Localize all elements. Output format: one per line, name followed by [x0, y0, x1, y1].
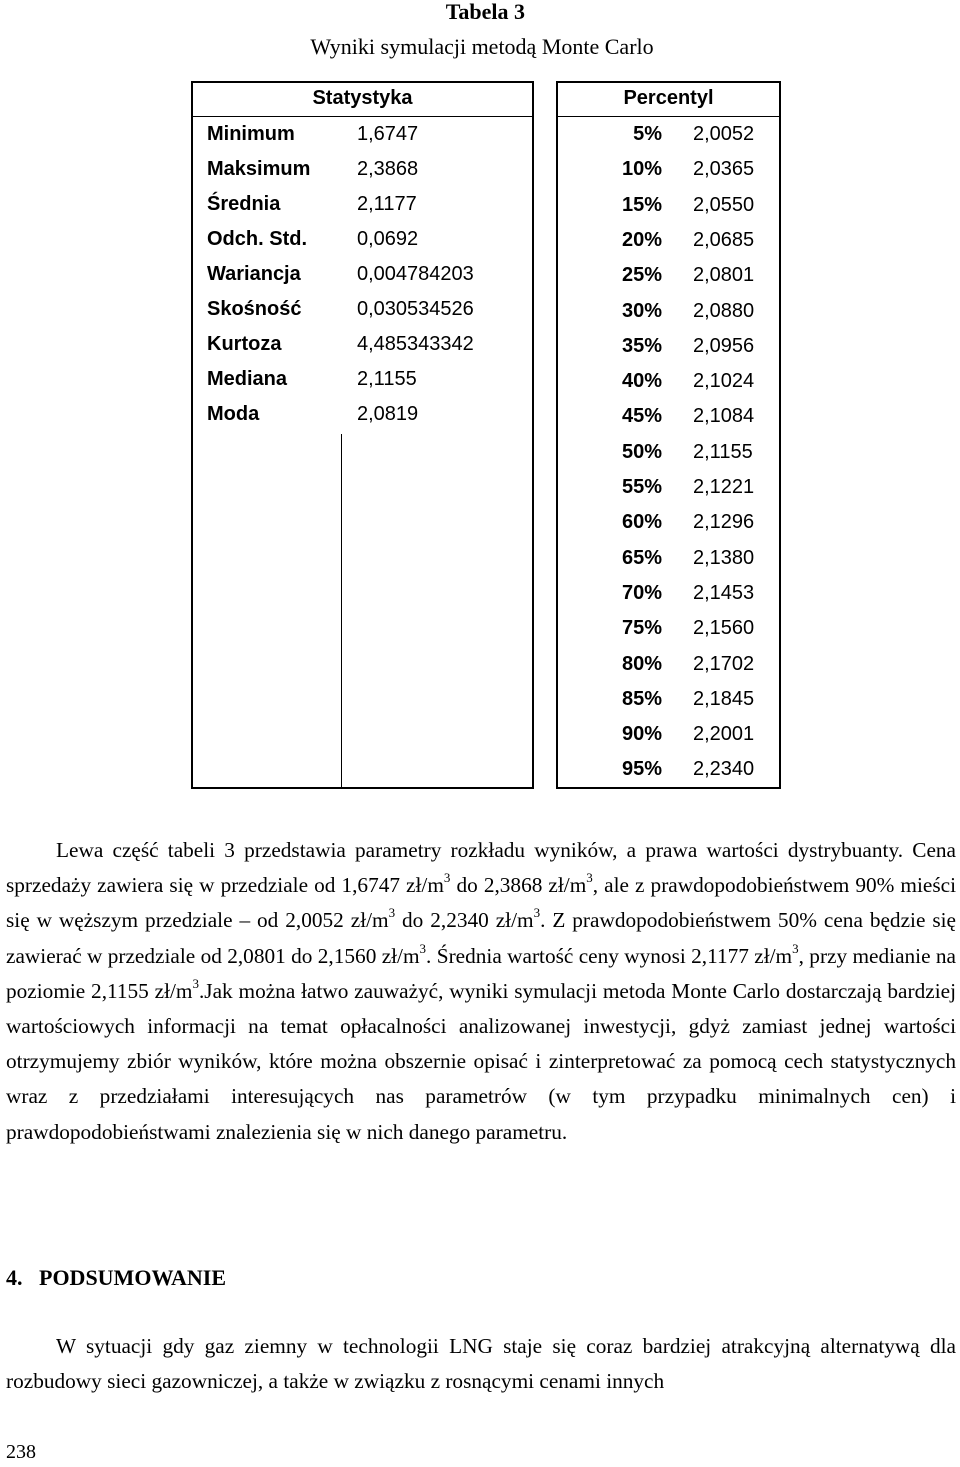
- statistics-header: Statystyka: [312, 87, 413, 109]
- stat-name: Kurtoza: [207, 333, 282, 355]
- percentile-label: 90%: [621, 723, 662, 746]
- stat-name: Moda: [207, 403, 260, 425]
- stat-value: 2,1177: [357, 193, 417, 215]
- stat-value: 0,0692: [357, 228, 419, 250]
- percentile-value: 2,1702: [693, 652, 755, 675]
- statistics-table: [191, 81, 534, 789]
- stat-value: 2,1155: [357, 368, 417, 390]
- percentile-value: 2,0956: [693, 334, 755, 357]
- percentile-value: 2,2340: [693, 758, 755, 781]
- percentile-value: 2,1221: [693, 476, 755, 498]
- percentile-value: 2,0365: [693, 158, 755, 181]
- percentile-value: 2,1380: [693, 546, 755, 569]
- percentile-value: 2,1296: [693, 511, 755, 534]
- stat-name: Odch. Std.: [207, 228, 307, 250]
- percentile-value: 2,0052: [693, 123, 755, 145]
- percentile-label: 15%: [621, 193, 662, 216]
- stat-value: 2,3868: [357, 158, 419, 180]
- table-title: Wyniki symulacji metodą Monte Carlo: [310, 34, 654, 59]
- percentile-label: 35%: [621, 334, 662, 357]
- stat-value: 0,004784203: [357, 263, 474, 285]
- percentile-value: 2,1084: [693, 405, 755, 428]
- percentile-value: 2,0880: [693, 299, 755, 322]
- percentile-label: 10%: [621, 158, 662, 181]
- percentile-label: 65%: [621, 546, 662, 569]
- stat-name: Mediana: [207, 368, 288, 390]
- percentile-label: 40%: [621, 370, 662, 393]
- stat-value: 1,6747: [357, 123, 419, 145]
- stat-name: Minimum: [207, 123, 295, 145]
- percentile-value: 2,1560: [693, 617, 755, 640]
- percentile-label: 5%: [633, 123, 662, 145]
- percentile-value: 2,0801: [693, 264, 755, 287]
- percentile-value: 2,1845: [693, 687, 755, 710]
- percentile-label: 95%: [621, 758, 662, 781]
- percentile-value: 2,0550: [693, 193, 755, 216]
- percentile-label: 55%: [621, 476, 662, 498]
- stat-value: 2,0819: [357, 403, 419, 425]
- stat-value: 0,030534526: [357, 298, 474, 320]
- percentile-label: 70%: [621, 581, 662, 604]
- percentile-value: 2,1453: [693, 581, 755, 604]
- stat-name: Maksimum: [207, 158, 311, 180]
- percentile-value: 2,0685: [693, 228, 755, 251]
- percentile-value: 2,2001: [693, 723, 755, 746]
- paragraph-results: Lewa część tabeli 3 przedstawia parametry rozkładu wyników, a prawa wartości dystrybuanty. Cena sprzedaży zawiera się w przedziale od 1,6747 $zł/m^3$ do 2,3868 $zł/m^3$, ale z prawdopodobieństwem 90% mieści się w węższym przedziale – od 2,0052 $zł/m^3$ do 2,2340 $zł/m^3$. Z prawdopodobieństwem 50% cena będzie się zawierać w przedziale od 2,0801 do 2,1560 $zł/m^3$. Średnia wartość ceny wynosi 2,1177 $zł/m^3$, przy medianie na poziomie 2,1155 $zł/m^3.Jak$ można łatwo zauważyć, wyniki symulacji metoda Monte Carlo dostarczają bardziej wartościowych informacji na temat opłacalności analizowanej inwestycji, gdyż zamiast jednej wartości otrzymujemy zbiór wyników, które można obszernie opisać i zinterpretować za pomocą cech statystycznych wraz z przedziałami interesujących nas parametrów (w tym przypadku minimalnych cen) i prawdopodobieństwami znalezienia się w nich danego parametru.: [6, 838, 956, 1144]
- percentile-label: 75%: [621, 617, 662, 640]
- percentiles-header: Percentyl: [623, 87, 714, 109]
- percentile-label: 30%: [621, 299, 662, 322]
- stat-name: Wariancja: [207, 263, 301, 285]
- percentile-label: 85%: [621, 687, 662, 710]
- stat-value: 4,485343342: [357, 333, 474, 355]
- percentiles-table: [556, 81, 781, 789]
- percentile-label: 80%: [621, 652, 662, 675]
- percentile-label: 45%: [621, 405, 662, 428]
- percentile-label: 60%: [621, 511, 662, 534]
- page-number: 238: [6, 1441, 36, 1463]
- stat-name: Średnia: [207, 193, 281, 215]
- percentile-label: 20%: [621, 228, 662, 251]
- section-heading: 4. PODSUMOWANIE: [6, 1265, 227, 1290]
- table-label: Tabela 3: [445, 0, 525, 24]
- percentile-value: 2,1024: [693, 370, 755, 393]
- percentile-label: 50%: [621, 440, 662, 463]
- paragraph-summary: W sytuacji gdy gaz ziemny w technologii LNG staje się coraz bardziej atrakcyjną alternatywą dla rozbudowy sieci gazowniczej, a także w związku z rosnącymi cenami innych: [6, 1334, 956, 1394]
- percentile-label: 25%: [621, 264, 662, 287]
- percentile-value: 2,1155: [693, 440, 753, 463]
- stat-name: Skośność: [207, 298, 302, 320]
